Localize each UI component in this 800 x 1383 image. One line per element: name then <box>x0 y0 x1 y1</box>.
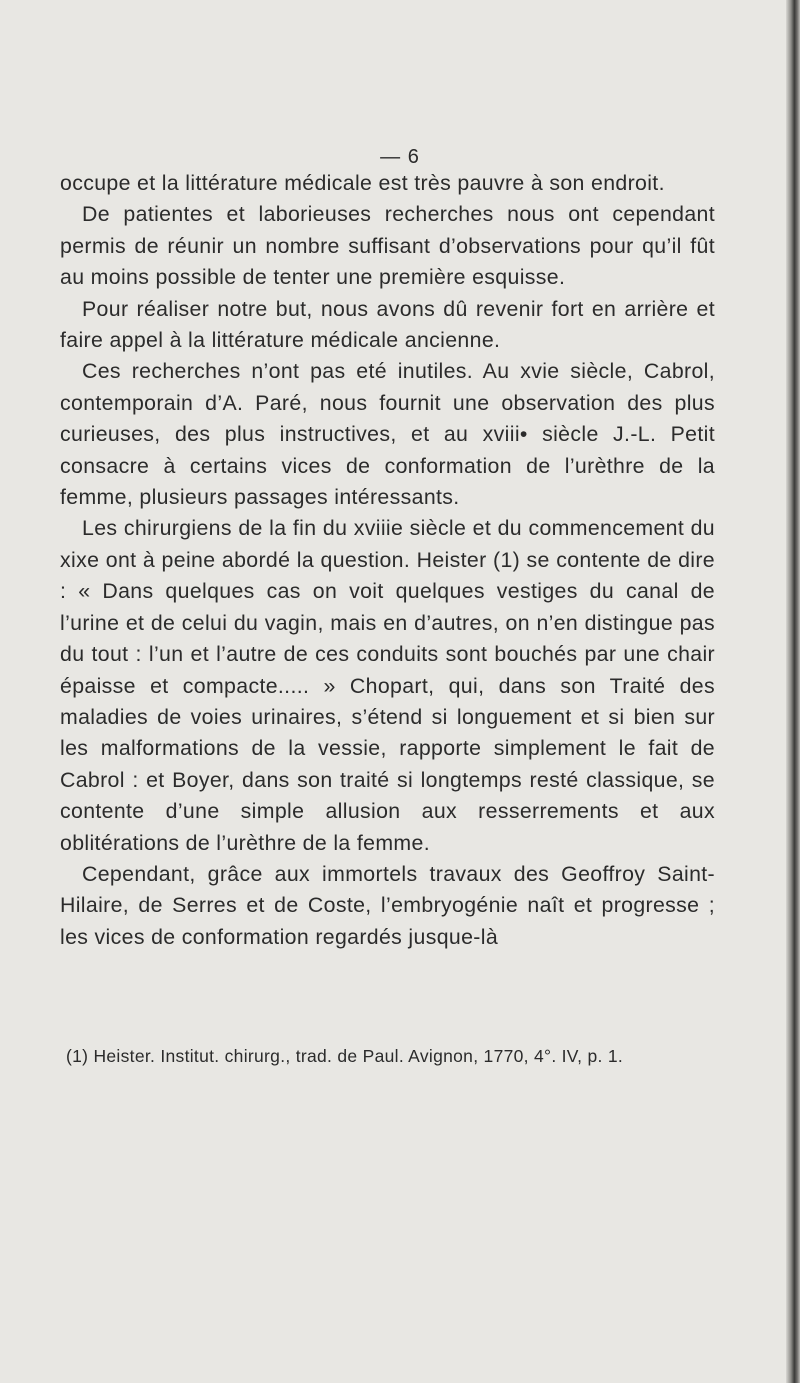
footnote-text: (1) Heister. Institut. chirurg., trad. de Paul. Avignon, 1770, 4°. IV, p. 1. <box>66 1046 624 1066</box>
footnote <box>60 1043 720 1070</box>
paragraph: De patientes et laborieuses recherches nous ont cependant permis de réunir un nombre suffisant d’observations pour qu’il fût au moins possible de tenter une première esquisse. <box>60 202 715 290</box>
paragraph: Cependant, grâce aux immortels travaux des Geoffroy Saint-Hilaire, de Serres et de Coste, l’embryogénie naît et progresse ; les vices de conformation regardés jusque-là <box>60 861 715 949</box>
page-number: — 6 <box>380 146 420 168</box>
paragraph: Pour réaliser notre but, nous avons dû revenir fort en arrière et faire appel à la littérature médicale ancienne. <box>60 296 715 353</box>
paragraph: Ces recherches n’ont pas eté inutiles. Au xvie siècle, Cabrol, contemporain d’A. Paré, nous fournit une observation des plus curieuses, des plus instructives, et au xviii• siècle J.-L. Petit consacre à certains vices de conformation de l’urèthre de la femme, plusieurs passages intéressants. <box>60 359 715 510</box>
paragraph: occupe et la littérature médicale est très pauvre à son endroit. <box>60 171 665 195</box>
page-edge-shadow <box>786 0 800 1383</box>
paragraph: Les chirurgiens de la fin du xviiie siècle et du commencement du xixe ont à peine abordé la question. Heister (1) se contente de dire : « Dans quelques cas on voit quelques vestiges du canal de l’urine et de celui du vagin, mais en d’autres, on n’en distingue pas du tout : l’un et l’autre de ces conduits sont bouchés par une chair épaisse et compacte..... » Chopart, qui, dans son Traité des maladies de voies urinaires, s’étend si longuement et si bien sur les malformations de la vessie, rapporte simplement le fait de Cabrol : et Boyer, dans son traité si longtemps resté classique, se contente d’une simple allusion aux resserrements et aux oblitérations de l’urèthre de la femme. <box>60 516 715 855</box>
body-text <box>60 168 715 953</box>
